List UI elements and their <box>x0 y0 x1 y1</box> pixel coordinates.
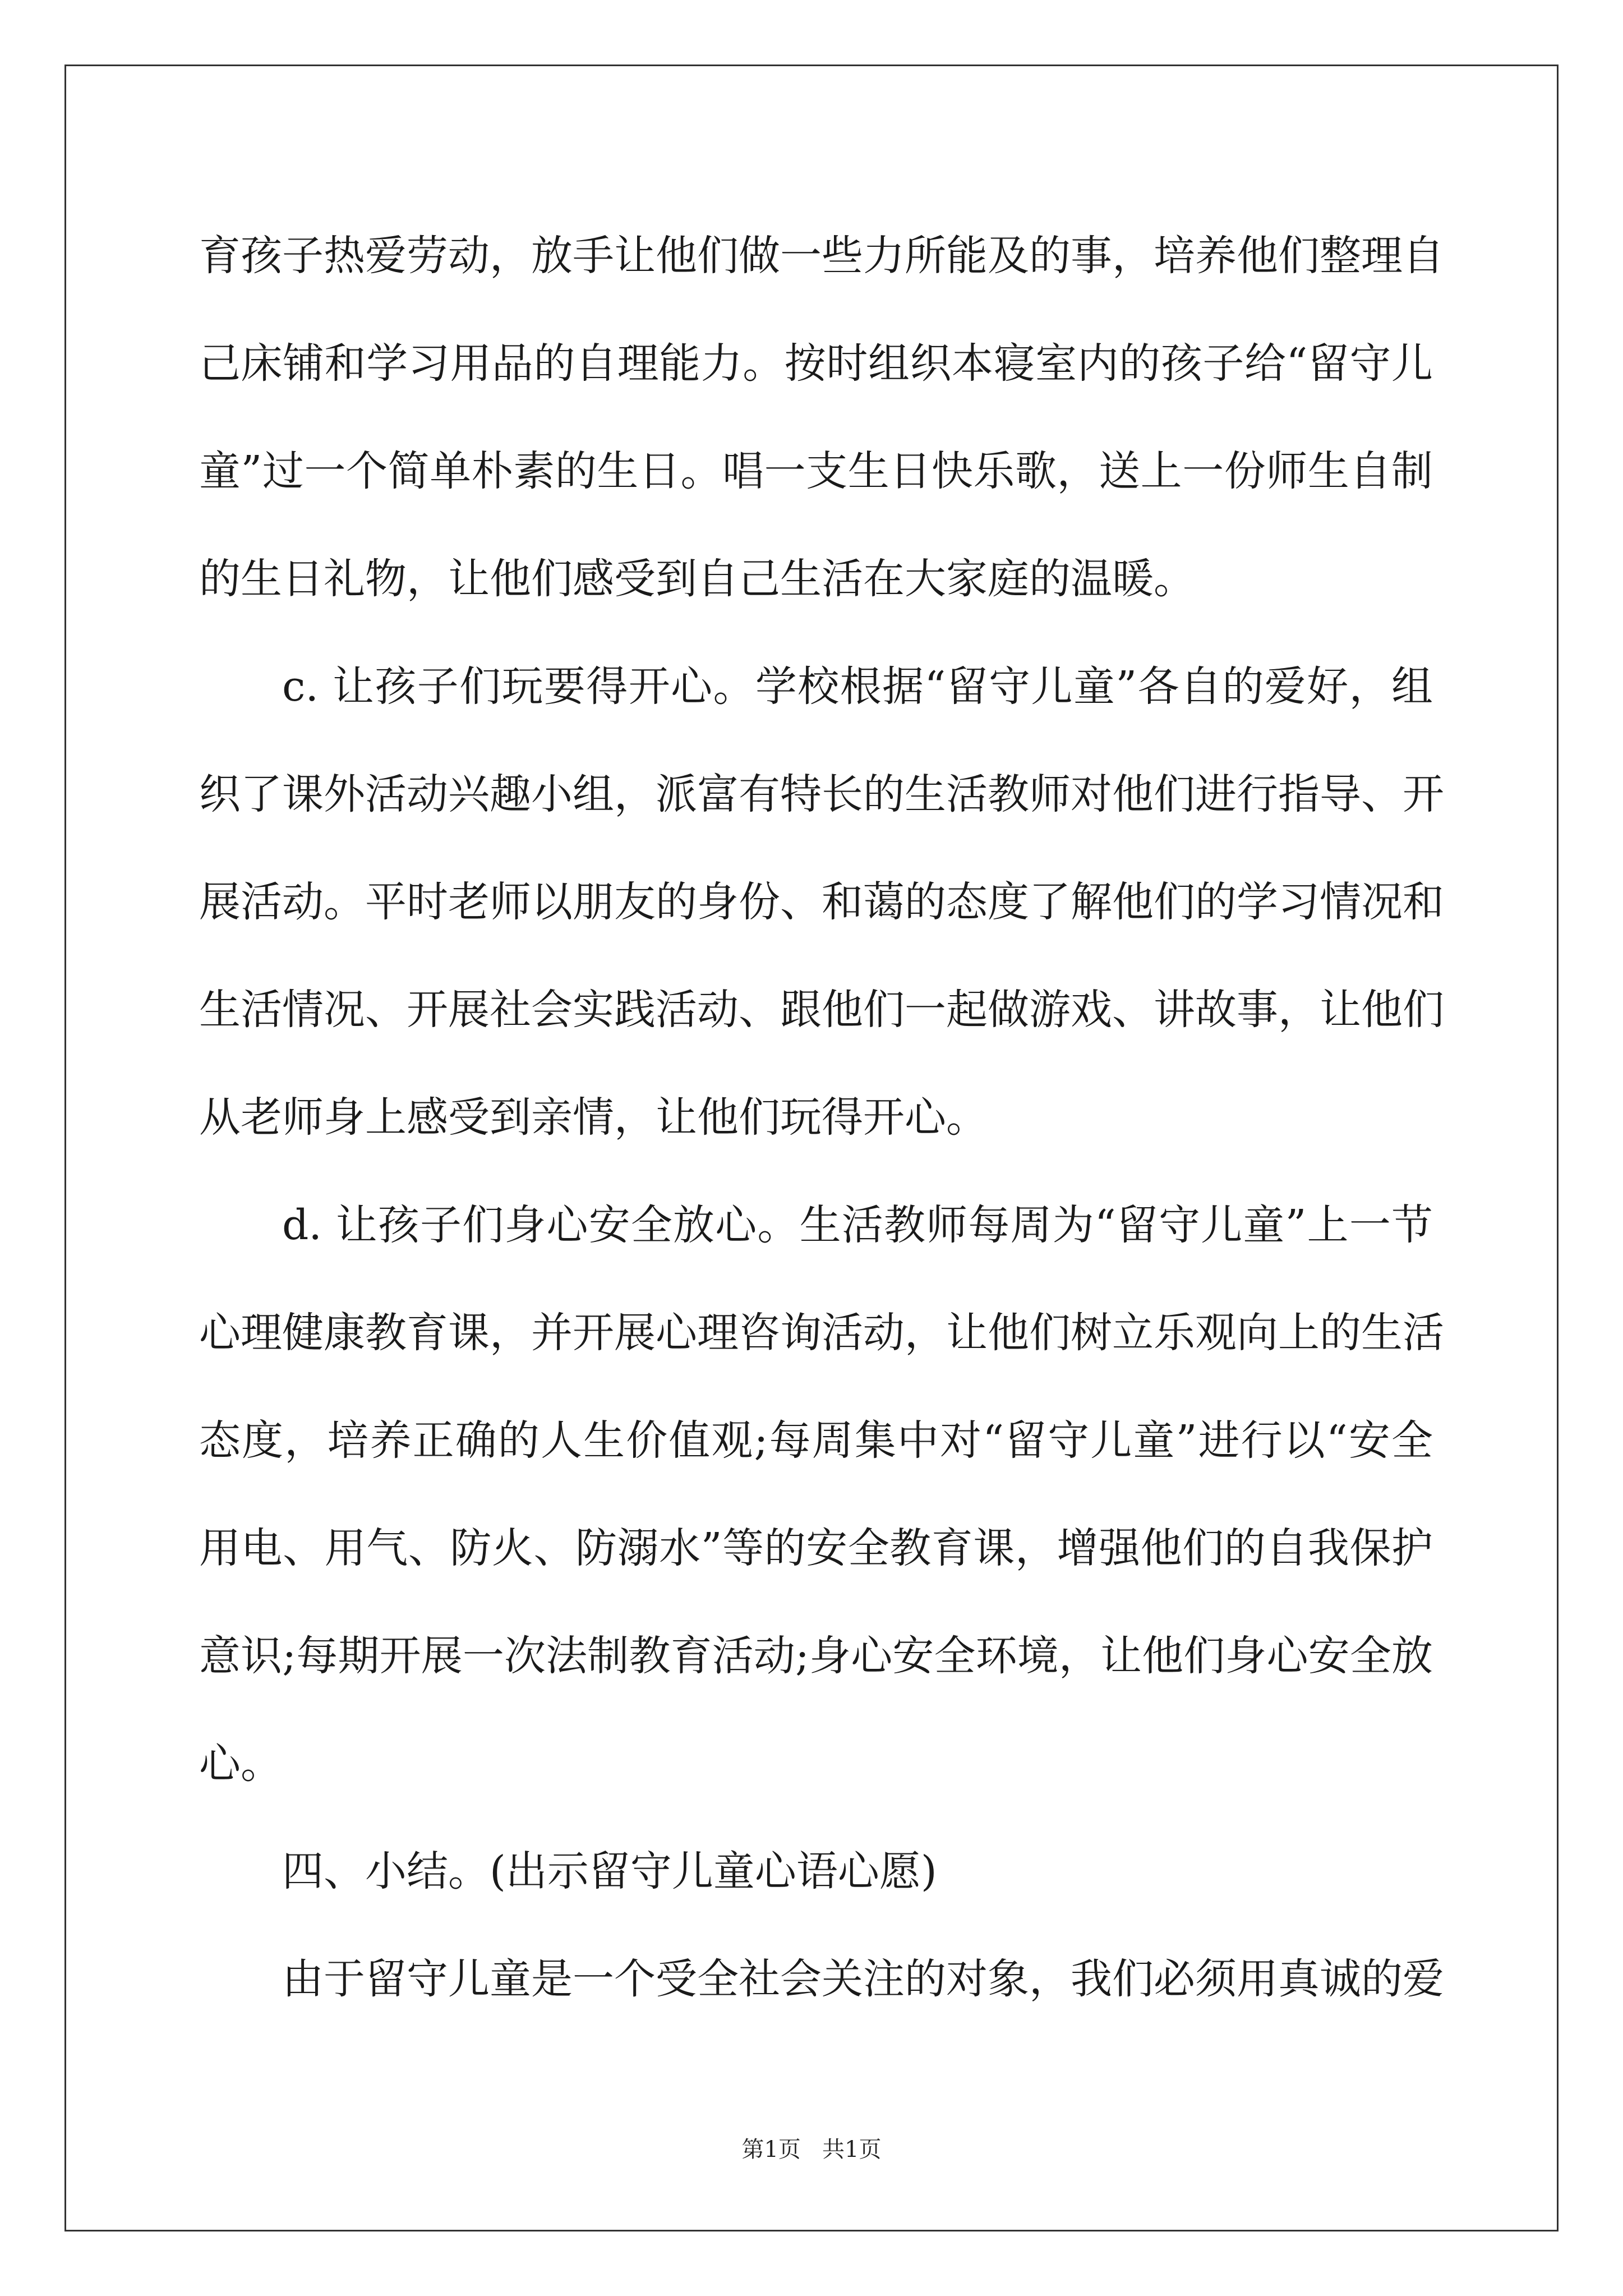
text-line: 态度，培养正确的人生价值观;每周集中对“留守儿童”进行以“安全 <box>199 1416 1433 1465</box>
text-line: 从老师身上感受到亲情，让他们玩得开心。 <box>199 1093 988 1142</box>
text-line: 心理健康教育课，并开展心理咨询活动，让他们树立乐观向上的生活 <box>199 1309 1444 1357</box>
text-line: 童”过一个简单朴素的生日。唱一支生日快乐歌，送上一份师生自制 <box>199 447 1433 495</box>
text-line: 的生日礼物，让他们感受到自己生活在大家庭的温暖。 <box>199 555 1195 603</box>
document-body <box>199 202 1444 2033</box>
text-line: 心。 <box>199 1740 282 1788</box>
text-line: 意识;每期开展一次法制教育活动;身心安全环境，让他们身心安全放 <box>199 1632 1433 1680</box>
text-line: 生活情况、开展社会实践活动、跟他们一起做游戏、讲故事，让他们 <box>199 986 1444 1034</box>
text-line: 己床铺和学习用品的自理能力。按时组织本寝室内的孩子给“留守儿 <box>199 339 1433 388</box>
text-line: 育孩子热爱劳动，放手让他们做一些力所能及的事，培养他们整理自 <box>199 232 1444 280</box>
text-line: 展活动。平时老师以朋友的身份、和蔼的态度了解他们的学习情况和 <box>199 878 1444 926</box>
text-line: 用电、用气、防火、防溺水”等的安全教育课，增强他们的自我保护 <box>199 1524 1433 1572</box>
text-line: 织了课外活动兴趣小组，派富有特长的生活教师对他们进行指导、开 <box>199 770 1444 818</box>
section-heading: 四、小结。(出示留守儿童心语心愿) <box>282 1847 937 1895</box>
text-line: 由于留守儿童是一个受全社会关注的对象，我们必须用真诚的爱 <box>282 1955 1444 2003</box>
text-line: d. 让孩子们身心安全放心。生活教师每周为“留守儿童”上一节 <box>282 1201 1433 1249</box>
text-line: c. 让孩子们玩要得开心。学校根据“留守儿童”各自的爱好，组 <box>282 662 1433 711</box>
page-number-footer: 第1页 共1页 <box>741 2137 882 2162</box>
